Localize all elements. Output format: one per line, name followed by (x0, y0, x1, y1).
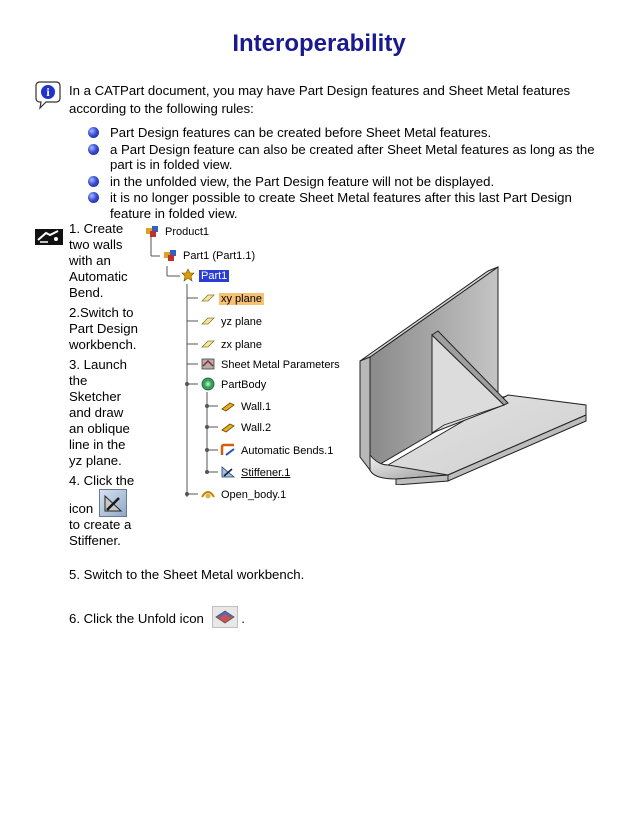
hands-on-icon (34, 226, 64, 248)
plane-icon (200, 314, 216, 328)
page-title: Interoperability (232, 30, 406, 57)
tree-item-product[interactable]: Product1 (144, 224, 211, 238)
unfold-icon[interactable] (212, 606, 238, 628)
stiffener-icon (220, 465, 236, 479)
list-item: a Part Design feature can also be created after Sheet Metal features as long as the part is in folded view. (88, 142, 608, 173)
intro-text: In a CATPart document, you may have Part Design features and Sheet Metal features according to the following rules: (69, 83, 571, 116)
plane-icon (200, 337, 216, 351)
bullet-icon (88, 127, 99, 138)
part-instance-icon (162, 248, 178, 262)
bullet-icon (88, 176, 99, 187)
step-1: 1. Create two walls with an Automatic Bend. (69, 221, 128, 300)
wall-icon (220, 420, 236, 434)
tree-item-automatic-bends[interactable]: Automatic Bends.1 (220, 443, 335, 457)
partbody-icon (200, 377, 216, 391)
step-4: 4. Click the icon to create a Stiffener. (69, 473, 135, 548)
bullet-icon (88, 144, 99, 155)
step-3: 3. Launch the Sketcher and draw an oblique line in the yz plane. (69, 357, 130, 468)
list-item: in the unfolded view, the Part Design feature will not be displayed. (88, 174, 608, 190)
tree-item-wall-1[interactable]: Wall.1 (220, 399, 273, 413)
tree-item-yz-plane[interactable]: yz plane (200, 314, 264, 328)
list-item: Part Design features can be created before Sheet Metal features. (88, 125, 608, 141)
list-item: it is no longer possible to create Sheet Metal features after this last Part Design feature in folded view. (88, 190, 608, 221)
part-3d-illustration (348, 265, 588, 485)
sheet-metal-parameters-icon (200, 357, 216, 371)
step-5: 5. Switch to the Sheet Metal workbench. (69, 567, 305, 582)
tree-item-sheet-metal-parameters[interactable]: Sheet Metal Parameters (200, 357, 342, 371)
tree-item-part-instance[interactable]: Part1 (Part1.1) (162, 248, 257, 262)
tree-item-partbody[interactable]: PartBody (200, 377, 268, 391)
part-icon (180, 268, 196, 282)
plane-icon (200, 291, 216, 305)
bullet-icon (88, 192, 99, 203)
wall-icon (220, 399, 236, 413)
tree-item-open-body[interactable]: Open_body.1 (200, 487, 288, 501)
rules-list (88, 125, 608, 223)
tree-item-stiffener[interactable]: Stiffener.1 (220, 465, 292, 479)
info-icon (32, 80, 62, 110)
open-body-icon (200, 487, 216, 501)
svg-text:i: i (46, 85, 50, 99)
step-2: 2.Switch to Part Design workbench. (69, 305, 138, 352)
tree-item-xy-plane[interactable]: xy plane (200, 291, 264, 305)
product-icon (144, 224, 160, 238)
stiffener-icon[interactable] (99, 489, 127, 517)
automatic-bends-icon (220, 443, 236, 457)
steps-column (69, 221, 141, 553)
tree-item-wall-2[interactable]: Wall.2 (220, 420, 273, 434)
step-6: 6. Click the Unfold icon . (69, 606, 245, 628)
specification-tree (140, 222, 340, 512)
tree-item-zx-plane[interactable]: zx plane (200, 337, 264, 351)
tree-item-part[interactable]: Part1 (180, 268, 229, 282)
